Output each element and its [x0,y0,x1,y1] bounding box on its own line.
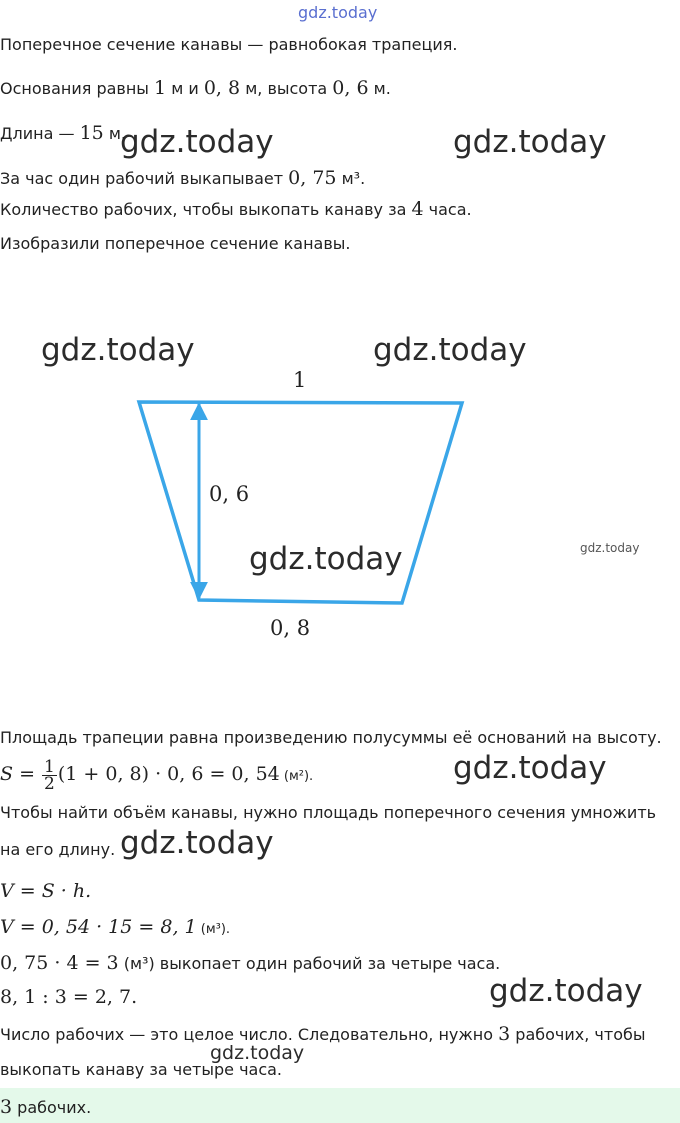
text-line: Изобразили поперечное сечение канавы. [0,234,351,253]
text-line: Количество рабочих, чтобы выкопать канаву за 4 часа. [0,198,472,220]
formula-volume-value: V = 0, 54 · 15 = 8, 1 (м³). [0,916,231,938]
formula-division: 8, 1 : 3 = 2, 7. [0,986,138,1008]
formula-volume: V = S · h. [0,880,92,902]
text-line: на его длину. [0,840,116,859]
watermark-small: gdz.today [580,541,640,555]
watermark: gdz.today [249,541,403,577]
text-line: выкопать канаву за четыре часа. [0,1060,283,1079]
watermark: gdz.today [210,1042,305,1064]
text-line: Длина — 15 м. [0,122,126,144]
watermark: gdz.today [373,332,527,368]
watermark: gdz.today [120,124,274,160]
text-line: Поперечное сечение канавы — равнобокая трапеция. [0,35,458,54]
watermark-top: gdz.today [298,3,378,22]
text-line: Число рабочих — это целое число. Следовательно, нужно 3 рабочих, чтобы [0,1023,646,1045]
text-line: Площадь трапеции равна произведению полусуммы её оснований на высоту. [0,728,662,747]
text-line: 0, 75 · 4 = 3 (м³) выкопает один рабочий за четыре часа. [0,952,501,974]
answer-text: 3 рабочих. [0,1096,92,1118]
answer-box [0,1088,680,1123]
watermark: gdz.today [489,973,643,1009]
text-line: Основания равны 1 м и 0, 8 м, высота 0, 6 м. [0,77,391,99]
watermark: gdz.today [120,825,274,861]
trapezoid-shape [139,402,462,603]
watermark: gdz.today [41,332,195,368]
bottom-base-label: 0, 8 [270,616,311,640]
formula-area: S = $\frac{1}{2}$ (1 + 0, 8) · 0, 6 = 0, 54 (м²). [0,757,314,794]
text-line: Чтобы найти объём канавы, нужно площадь поперечного сечения умножить [0,803,657,822]
top-base-label: 1 [293,368,307,392]
text-line: За час один рабочий выкапывает 0, 75 м³. [0,167,366,189]
watermark: gdz.today [453,750,607,786]
watermark: gdz.today [453,124,607,160]
height-label: 0, 6 [209,482,250,506]
